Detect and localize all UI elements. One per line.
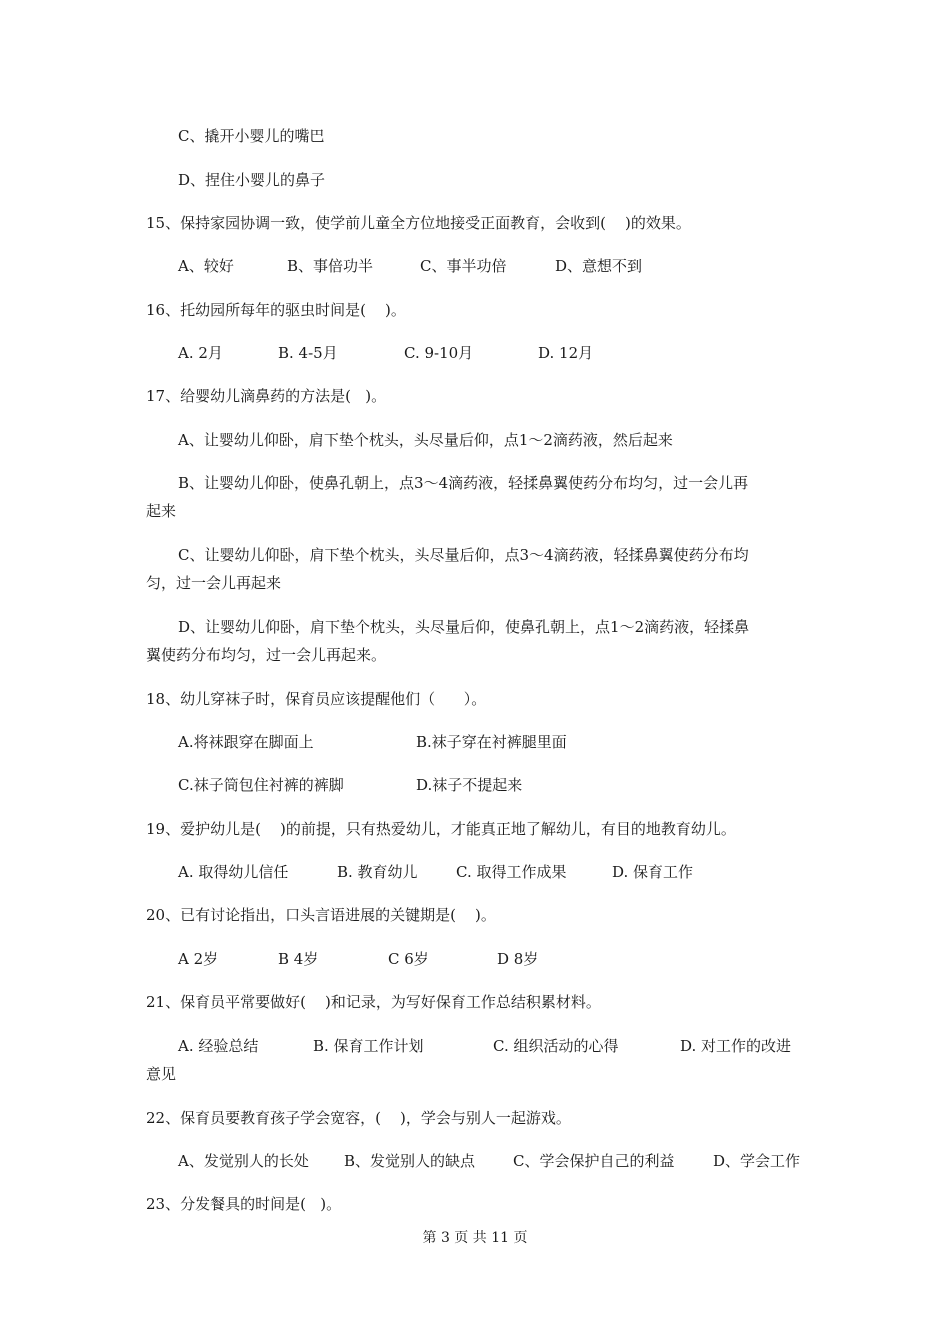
q18-option-b: B.袜子穿在衬裤腿里面 <box>416 733 567 751</box>
q21-option-c: C. 组织活动的心得 <box>493 1037 619 1055</box>
q17-option-d: D、让婴幼儿仰卧，肩下垫个枕头，头尽量后仰，使鼻孔朝上，点1～2滴药液，轻揉鼻 <box>178 618 750 636</box>
q19-option-a: A. 取得幼儿信任 <box>178 863 289 881</box>
question-21: 21、保育员平常要做好( )和记录，为写好保育工作总结积累材料。 <box>146 993 601 1011</box>
q19-option-b: B. 教育幼儿 <box>337 863 418 881</box>
q21-option-b: B. 保育工作计划 <box>313 1037 424 1055</box>
q15-option-a: A、较好 <box>178 257 234 275</box>
option-c-line: C、撬开小婴儿的嘴巴 <box>178 127 325 145</box>
option-d-line: D、捏住小婴儿的鼻子 <box>178 171 326 189</box>
q16-option-b: B. 4-5月 <box>278 344 338 362</box>
q20-option-b: B 4岁 <box>278 950 319 968</box>
q21-option-d: D. 对工作的改进 <box>680 1037 792 1055</box>
q16-option-c: C. 9-10月 <box>404 344 474 362</box>
q22-option-b: B、发觉别人的缺点 <box>344 1152 476 1170</box>
q15-option-b: B、事倍功半 <box>287 257 374 275</box>
question-20: 20、已有讨论指出，口头言语进展的关键期是( )。 <box>146 906 496 924</box>
question-19: 19、爱护幼儿是( )的前提，只有热爱幼儿，才能真正地了解幼儿，有目的地教育幼儿。 <box>146 820 736 838</box>
q17-option-c-cont: 匀，过一会儿再起来 <box>146 574 282 592</box>
question-22: 22、保育员要教育孩子学会宽容，( )，学会与别人一起游戏。 <box>146 1109 571 1127</box>
q16-option-d: D. 12月 <box>538 344 594 362</box>
q17-option-c: C、让婴幼儿仰卧，肩下垫个枕头，头尽量后仰，点3～4滴药液，轻揉鼻翼使药分布均 <box>178 546 749 564</box>
q18-option-a: A.将袜跟穿在脚面上 <box>178 733 314 751</box>
q17-option-b: B、让婴幼儿仰卧，使鼻孔朝上，点3～4滴药液，轻揉鼻翼使药分布均匀，过一会儿再 <box>178 474 749 492</box>
q18-option-d: D.袜子不提起来 <box>416 776 523 794</box>
q18-option-c: C.袜子筒包住衬裤的裤脚 <box>178 776 344 794</box>
q19-option-d: D. 保育工作 <box>612 863 694 881</box>
q20-option-d: D 8岁 <box>497 950 539 968</box>
question-17: 17、给婴幼儿滴鼻药的方法是( )。 <box>146 387 387 405</box>
q22-option-a: A、发觉别人的长处 <box>178 1152 309 1170</box>
question-16: 16、托幼园所每年的驱虫时间是( )。 <box>146 301 406 319</box>
q17-option-d-cont: 翼使药分布均匀，过一会儿再起来。 <box>146 646 387 664</box>
question-23: 23、分发餐具的时间是( )。 <box>146 1195 342 1213</box>
q20-option-c: C 6岁 <box>388 950 429 968</box>
page-footer: 第 3 页 共 11 页 <box>422 1230 528 1246</box>
q15-option-d: D、意想不到 <box>555 257 643 275</box>
q17-option-b-cont: 起来 <box>146 502 177 520</box>
q16-option-a: A. 2月 <box>178 344 223 362</box>
q19-option-c: C. 取得工作成果 <box>456 863 567 881</box>
q21-option-d-cont: 意见 <box>146 1065 177 1083</box>
q15-option-c: C、事半功倍 <box>420 257 507 275</box>
q20-option-a: A 2岁 <box>178 950 219 968</box>
q22-option-c: C、学会保护自己的利益 <box>513 1152 675 1170</box>
question-18: 18、幼儿穿袜子时，保育员应该提醒他们（ ）。 <box>146 690 487 708</box>
question-15: 15、保持家园协调一致，使学前儿童全方位地接受正面教育，会收到( )的效果。 <box>146 214 691 232</box>
q22-option-d: D、学会工作 <box>713 1152 801 1170</box>
q17-option-a: A、让婴幼儿仰卧，肩下垫个枕头，头尽量后仰，点1～2滴药液，然后起来 <box>178 431 673 449</box>
q21-option-a: A. 经验总结 <box>178 1037 259 1055</box>
